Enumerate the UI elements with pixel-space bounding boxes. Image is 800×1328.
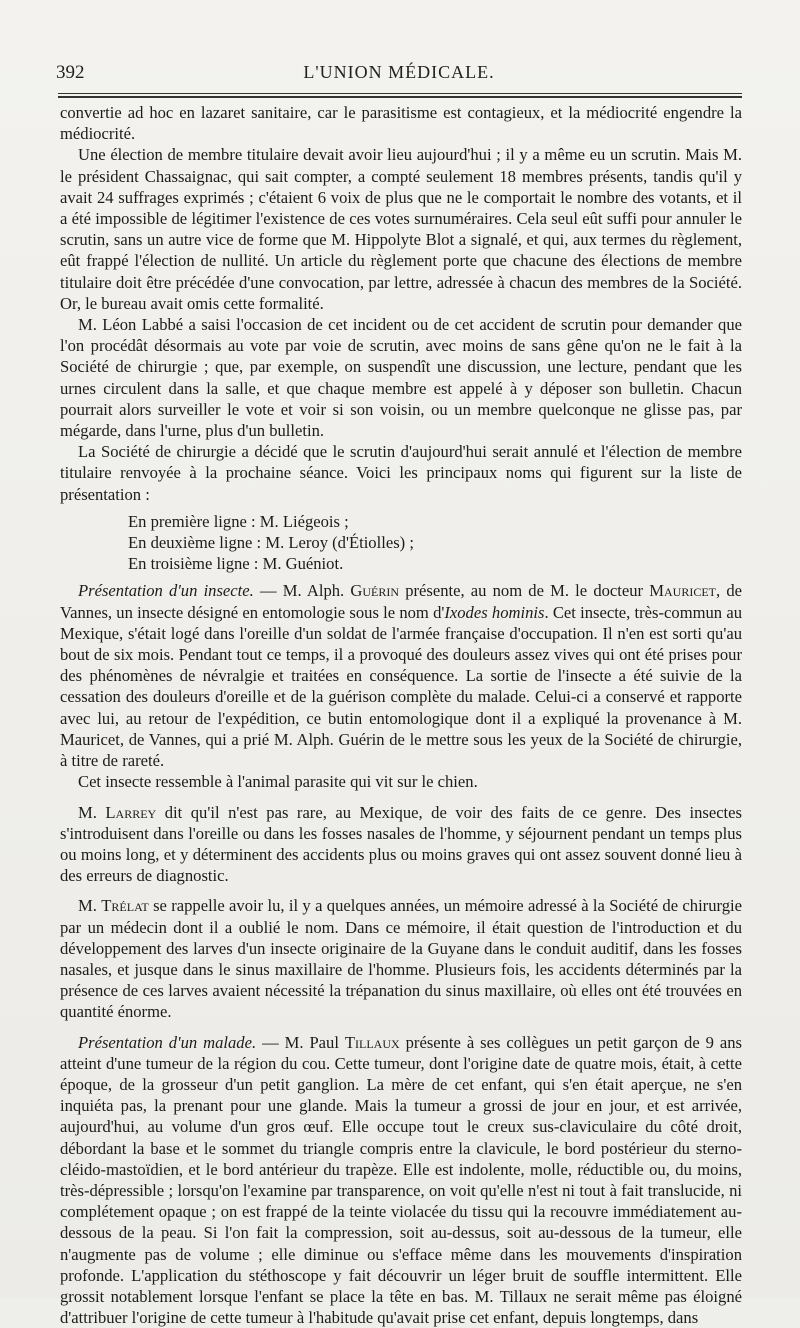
text-run: présente à ses collègues un petit garçon de 9 ans atteint d'une tumeur de la région du cou. Cette tumeur, dont l'origine date de quatre mois, était, à cette époque, de la grosseur d'un petit ganglion. La mère de cet enfant, qui s'en était aperçue, ne s'en inquiéta pas, la prenant pour une glande. Mais la tumeur a grossi de jour en jour, et est arrivée, aujourd'hui, au volume d'un gros œuf. Elle occupe tout le creux sus-claviculaire du côté droit, débordant la base et le sommet du triangle compris entre la clavicule, le bord postérieur du sterno-cléido-mastoïdien, et le bord antérieur du trapèze. Elle est indolente, molle, réductible ou, du moins, très-dépressible ; lorsqu'on l'examine par transparence, on voit qu'elle n'est ni tout à fait translucide, ni complétement opaque ; on est frappé de la teinte violacée du tissu qui la recouvre immédiatement au-dessous de la peau. Si l'on fait la compression, soit au-dessus, soit au-dessous de la tumeur, elle n'augmente pas de volume ; elle diminue ou s'efface même dans les mouvements d'inspiration profonde. L'application du stéthoscope y fait découvrir un léger bruit de souffle intermittent. Elle grossit notablement lorsque l'enfant se place la tête en bas. M. Tillaux ne serait même pas éloigné d'attribuer l'origine de cette tumeur à l'habitude qu'avait prise cet enfant, depuis longtemps, dans [60,1032,742,1328]
author-tillaux: Tillaux [344,1032,400,1052]
text-run: . Cet insecte, très-commun au Mexique, s'était logé dans l'oreille d'un soldat de l'armée française d'occupation. Il n'en est sorti qu'au bout de six mois. Pendant tout ce temps, il a provoqué des douleurs assez vives qui ont été prises pour des phénomènes de névralgie et traitées en conséquence. La sortie de l'insecte a été suivie de la cessation des douleurs d'oreille et de la guérison complète du malade. Celui-ci a conservé et rapporte avec lui, au retour de l'expédition, ce butin entomologique dont il a expliqué la provenance à M. Mauricet, de Vannes, qui a prié M. Alph. Guérin de le mettre sous les yeux de la Société de chirurgie, à titre de rareté. [60,602,742,771]
header-rule [58,93,742,98]
page-number: 392 [56,62,85,83]
paragraph-lazaret: convertie ad hoc en lazaret sanitaire, car le parasitisme est contagieux, et la médiocrité engendre la médiocrité. [60,103,742,144]
author-trelat: Trélat [101,896,149,916]
text-run: dit qu'il n'est pas rare, au Mexique, de voir des faits de ce genre. Des insectes s'introduisent dans l'oreille ou dans les fosses nasales de l'homme, y séjournent pendant un temps plus ou moins long, et y déterminent des accidents plus ou moins graves qui ont assez souvent donné lieu à des erreurs de diagnostic. [60,802,742,886]
list-item: En troisième ligne : M. Guéniot. [128,554,344,574]
paragraph-insecte [60,580,742,771]
presentation-list [128,511,742,575]
author-larrey: Larrey [105,802,157,822]
running-title: L'UNION MÉDICALE. [303,62,495,82]
paragraph-trelat [60,895,742,1022]
paragraph-election: Une élection de membre titulaire devait avoir lieu aujourd'hui ; il y a même eu un scrutin. Mais M. le président Chassaignac, qui sait compter, a compté seulement 18 membres présents, tandis qu'il y avait 24 suffrages exprimés ; c'étaient 6 voix de plus que ne le comportait le nombre des votants, et il a été impossible de légitimer l'existence de ces votes surnuméraires. Cela seul eût suffi pour annuler le scrutin, sans un autre vice de forme que M. Hippolyte Blot a signalé, et qui, aux termes du règlement, eût frappé l'élection de nullité. Un article du règlement porte que chacune des élections de membre titulaire doit être précédée d'une convocation, par lettre, adressée à chacun des membres de la Société. Or, le bureau avait omis cette formalité. [60,145,742,313]
author-mauricet: Mauricet [649,581,717,601]
section-title-insecte: Présentation d'un insecte. [78,581,254,601]
paragraph-larrey [60,802,742,887]
text-run: se rappelle avoir lu, il y a quelques années, un mémoire adressé à la Société de chirurgie par un médecin dont il a oublié le nom. Dans ce mémoire, il était question de l'introduction et du développement des larves d'un insecte originaire de la Guyane dans le conduit auditif, dans les fosses nasales, et jusque dans le sinus maxillaire de l'homme. Plusieurs fois, les accidents déterminés par la présence de ces larves avaient nécessité la trépanation du sinus maxillaire, où elles ont été trouvées en quantité énorme. [60,896,743,1022]
text-run: présente, au nom de M. le docteur [399,581,650,601]
list-item: En première ligne : M. Liégeois ; [128,511,349,531]
paragraph-labbe: M. Léon Labbé a saisi l'occasion de cet incident ou de cet accident de scrutin pour demander que l'on procédât désormais au vote par voie de scrutin, avec moins de sans gêne qu'on ne le fait à la Société de chirurgie ; que, par exemple, on suspendît une discussion, une lecture, pendant que les urnes circulent dans la salle, et que chaque membre est appelé à y déposer son bulletin. Chacun pourrait alors surveiller le vote et voir si son voisin, ou un membre quelconque ne glisse pas, par mégarde, dans l'urne, plus d'un bulletin. [60,315,742,441]
article-body [60,102,742,1328]
paragraph-decision: La Société de chirurgie a décidé que le scrutin d'aujourd'hui serait annulé et l'élection de membre titulaire renvoyée à la prochaine séance. Voici les principaux noms qui figurent sur la liste de présentation : [60,442,742,504]
text-run: M. [78,896,97,916]
species-name: Ixodes hominis [444,602,545,622]
paragraph-chien: Cet insecte ressemble à l'animal parasite qui vit sur le chien. [78,772,478,792]
text-run: , de Vannes, un insecte désigné en entomologie sous le nom d' [60,581,742,622]
page-header [56,60,742,90]
text-run: M. [78,802,97,822]
text-run: — M. Paul [256,1032,345,1052]
paragraph-malade [60,1032,742,1328]
section-title-malade: Présentation d'un malade. [78,1032,257,1052]
list-item: En deuxième ligne : M. Leroy (d'Étiolles) ; [128,533,414,553]
text-run: — M. Alph. [253,581,351,601]
author-guerin: Guérin [350,581,400,601]
